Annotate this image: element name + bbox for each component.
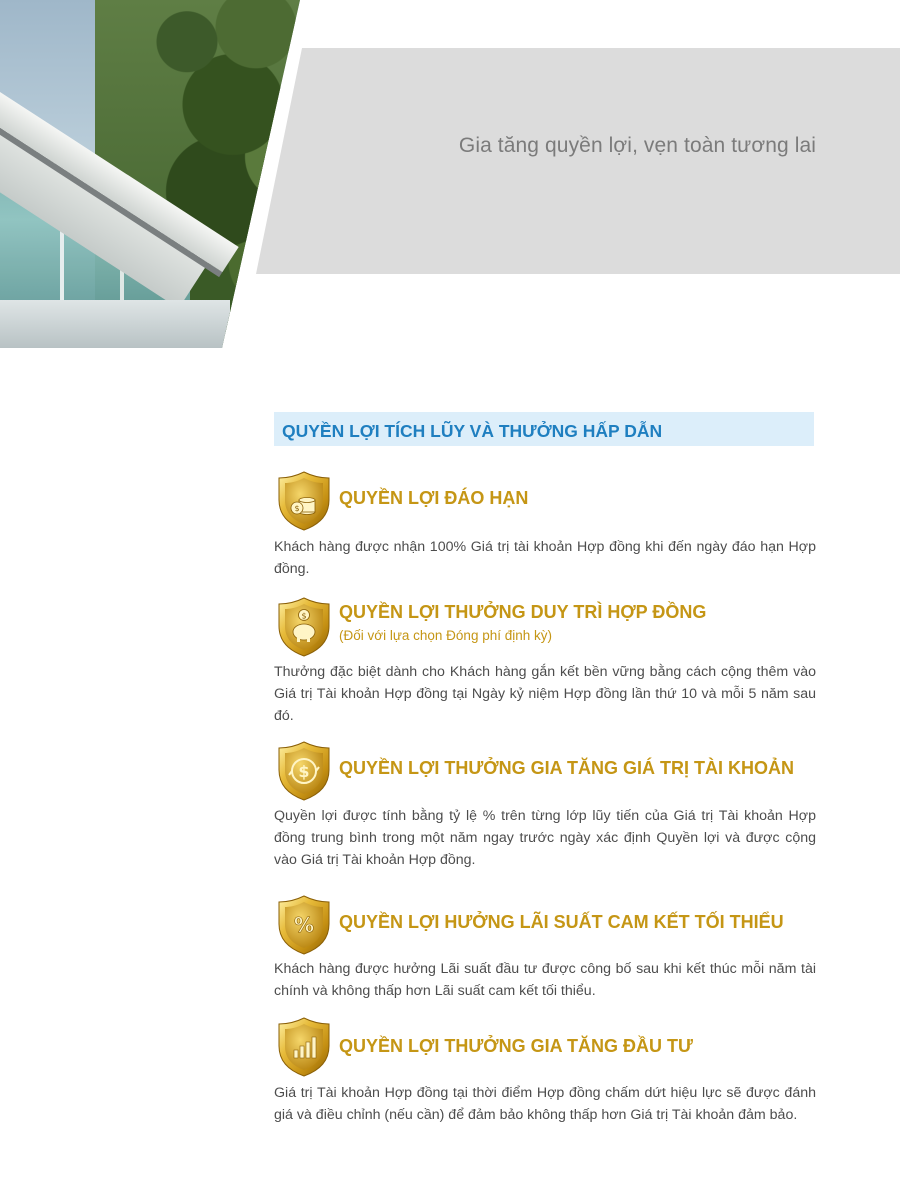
tagline: Gia tăng quyền lợi, vẹn toàn tương lai [458, 134, 816, 157]
coins-stack-icon [276, 470, 332, 532]
section-title: QUYỀN LỢI TÍCH LŨY VÀ THƯỞNG HẤP DẪN [282, 421, 663, 441]
benefit-title: QUYỀN LỢI THƯỞNG GIA TĂNG GIÁ TRỊ TÀI KHOẢN [339, 758, 794, 778]
benefit-description: Quyền lợi được tính bằng tỷ lệ % trên từng lớp lũy tiến của Giá trị Tài khoản Hợp đồng trung bình trong một năm ngay trước ngày xác định Quyền lợi và được cộng vào Giá trị Tài khoản Hợp đồng. [274, 808, 816, 868]
growth-bars-icon [276, 1016, 332, 1078]
benefit-title: QUYỀN LỢI HƯỞNG LÃI SUẤT CAM KẾT TỐI THIỂU [339, 912, 784, 932]
benefit-description: Khách hàng được nhận 100% Giá trị tài khoản Hợp đồng khi đến ngày đáo hạn Hợp đồng. [274, 539, 816, 577]
svg-text:$: $ [301, 611, 307, 621]
benefit-description: Khách hàng được hưởng Lãi suất đầu tư được công bố sau khi kết thúc mỗi năm tài chính và không thấp hơn Lãi suất cam kết tối thiểu. [274, 961, 816, 999]
svg-text:$: $ [294, 504, 300, 513]
benefit-title: QUYỀN LỢI THƯỞNG DUY TRÌ HỢP ĐỒNG [339, 602, 707, 622]
section-header-bar [274, 412, 814, 446]
svg-text:%: % [293, 913, 315, 937]
benefit-title: QUYỀN LỢI ĐÁO HẠN [339, 488, 529, 508]
piggy-bank-icon [276, 596, 332, 658]
dollar-cycle-icon [276, 740, 332, 802]
house-exterior-photo [0, 0, 300, 348]
benefit-subtitle: (Đối với lựa chọn Đóng phí định kỳ) [339, 628, 552, 643]
balcony-railing [0, 300, 230, 348]
benefit-title: QUYỀN LỢI THƯỞNG GIA TĂNG ĐẦU TƯ [339, 1036, 693, 1056]
benefit-description: Giá trị Tài khoản Hợp đồng tại thời điểm Hợp đồng chấm dứt hiệu lực sẽ được đánh giá và điều chỉnh (nếu cần) để đảm bảo không thấp hơn Giá trị Tài khoản đảm bảo. [274, 1085, 816, 1123]
svg-text:$: $ [298, 762, 310, 781]
percent-icon [276, 894, 332, 956]
tagline-panel [256, 48, 900, 274]
benefit-description: Thưởng đặc biệt dành cho Khách hàng gắn kết bền vững bằng cách cộng thêm vào Giá trị Tài khoản Hợp đồng tại Ngày kỷ niệm Hợp đồng lần thứ 10 và mỗi 5 năm sau đó. [274, 664, 816, 724]
